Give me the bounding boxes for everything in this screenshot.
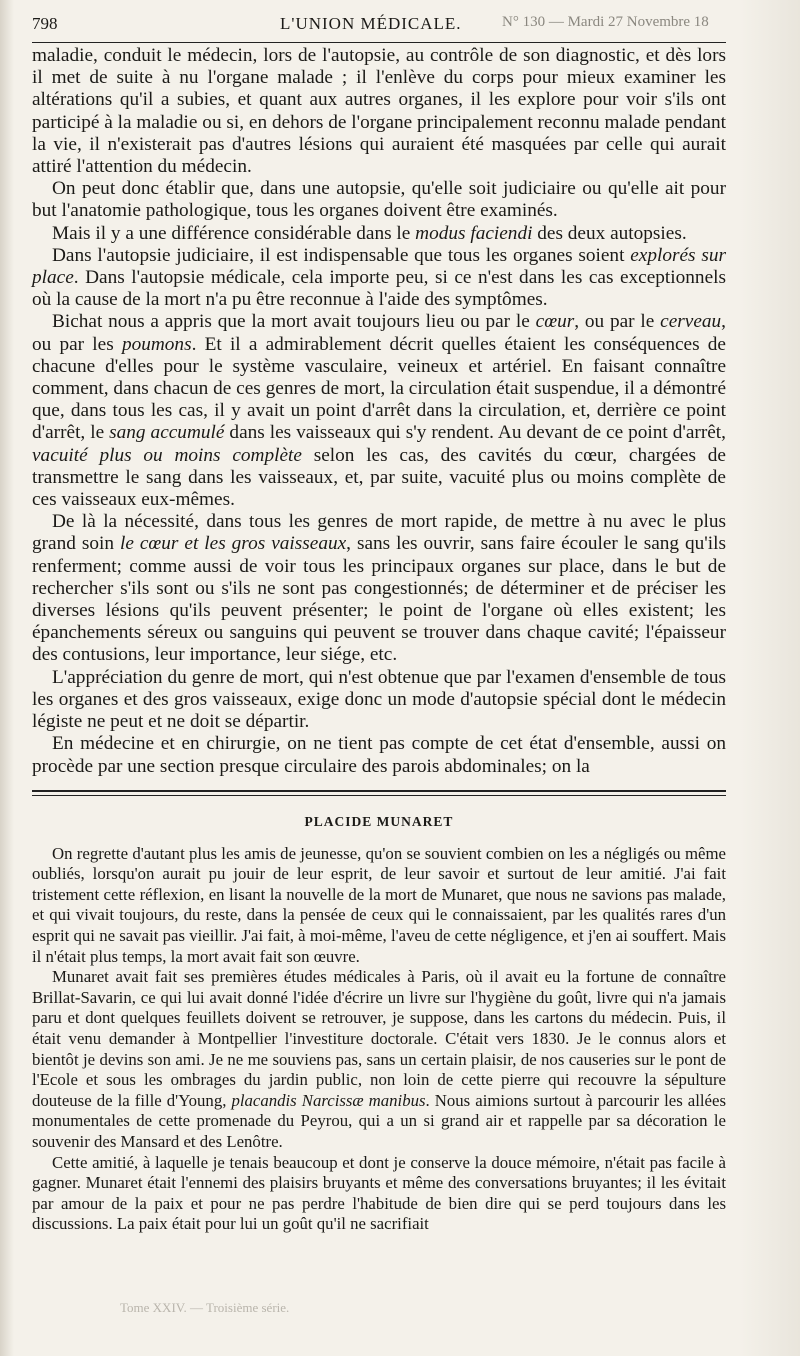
feuilleton-separator xyxy=(32,790,726,796)
bleed-through-header: N° 130 — Mardi 27 Novembre 18 xyxy=(502,14,709,30)
article-paragraph: On peut donc établir que, dans une autopsie, qu'elle soit judiciaire ou qu'elle ait pour but l'anatomie pathologique, tous les organes doivent être examinés. xyxy=(32,178,726,222)
page-edge-shadow xyxy=(740,0,800,1356)
journal-page xyxy=(32,10,726,1235)
feuilleton-paragraph: Munaret avait fait ses premières études médicales à Paris, où il avait eu la fortune de connaître Brillat-Savarin, ce qui lui avait donné l'idée d'écrire un livre sur l'hygiène du goût, livre qui n'a jamais paru et dont quelques feuillets doivent se retrouver, je suppose, dans les cartons du médecin. Puis, il était venu demander à Montpellier l'investiture doctorale. C'était vers 1830. Je le connus alors et bientôt je devins son ami. Je ne me souviens pas, sans un certain plaisir, de nos causeries sur le pont de l'Ecole et sous les ombrages du jardin public, non loin de cette pierre qui recouvre la sépulture douteuse de la fille d'Young, placandis Narcissæ manibus. Nous aimions surtout à parcourir les allées monumentales de cette promenade du Peyrou, qui a un si grand air et rappelle par sa décoration le souvenir des Mansard et des Lenôtre. xyxy=(32,967,726,1152)
article-paragraph: De là la nécessité, dans tous les genres de mort rapide, de mettre à nu avec le plus grand soin le cœur et les gros vaisseaux, sans les ouvrir, sans faire écouler le sang qu'ils renferment; comme aussi de voir tous les principaux organes sur place, dans le but de rechercher s'ils sont ou s'ils ne sont pas congestionnés; de déterminer et de préciser les diverses lésions qu'ils peuvent présenter; le point de l'organe où elles existent; les épanchements séreux ou sanguins qui peuvent se trouver dans chaque cavité; l'épaisseur des contusions, leur importance, leur siége, etc. xyxy=(32,511,726,666)
bleed-through-footer: Tome XXIV. — Troisième série. xyxy=(120,1300,290,1315)
main-article xyxy=(32,45,726,778)
feuilleton-title: PLACIDE MUNARET xyxy=(304,813,454,829)
article-paragraph: Bichat nous a appris que la mort avait toujours lieu ou par le cœur, ou par le cerveau, ou par les poumons. Et il a admirablement décrit quelles étaient les conséquences de chacune d'elles pour le système vasculaire, veineux et artériel. En faisant connaître comment, dans chacun de ces genres de mort, la circulation était suspendue, il a démontré que, dans tous les cas, il y avait un point d'arrêt dans la circulation, et, derrière ce point d'arrêt, le sang accumulé dans les vaisseaux qui s'y rendent. Au devant de ce point d'arrêt, vacuité plus ou moins complète selon les cas, des cavités du cœur, chargées de transmettre le sang dans les vaisseaux, et, par suite, vacuité plus ou moins complète de ces vaisseaux eux-mêmes. xyxy=(32,311,726,511)
article-paragraph: maladie, conduit le médecin, lors de l'autopsie, au contrôle de son diagnostic, et dès lors il met de suite à nu l'organe malade ; il l'enlève du corps pour mieux examiner les altérations qu'il a subies, et quant aux autres organes, il les explore pour voir s'ils ont participé à la maladie ou si, en dehors de l'organe principalement reconnu malade pendant la vie, il n'existerait pas d'autres lésions qui auraient été masquées par celle qui aurait attiré l'attention du médecin. xyxy=(32,45,726,178)
italic-phrase: cœur xyxy=(535,311,575,333)
italic-phrase: poumons xyxy=(121,333,192,355)
italic-phrase: le cœur et les gros vaisseaux xyxy=(119,533,347,555)
article-paragraph: Mais il y a une différence considérable dans le modus faciendi des deux autopsies. xyxy=(52,222,687,244)
italic-phrase: cerveau xyxy=(660,311,722,333)
journal-title: L'UNION MÉDICALE. xyxy=(280,14,462,33)
article-paragraph: Dans l'autopsie judiciaire, il est indispensable que tous les organes soient explorés sur place. Dans l'autopsie médicale, cela importe peu, si ce n'est dans les cas exceptionnels où la cause de la mort n'a pu être reconnue à l'aide des symptômes. xyxy=(32,244,726,311)
running-header xyxy=(32,10,726,36)
italic-phrase: vacuité plus ou moins complète xyxy=(32,444,302,466)
feuilleton xyxy=(32,814,726,1235)
page-gutter-shadow xyxy=(0,0,14,1356)
italic-phrase: explorés sur place xyxy=(32,244,726,289)
header-rule xyxy=(32,42,726,43)
feuilleton-paragraph: On regrette d'autant plus les amis de jeunesse, qu'on se souvient combien on les a négligés ou même oubliés, lorsqu'on aurait pu jouir de leur esprit, de leur savoir et surtout de leur amitié. J'ai fait tristement cette réflexion, en lisant la nouvelle de la mort de Munaret, que nous ne savions pas malade, et qui vivait toujours, du reste, dans la pensée de ceux qui le connaissaient, par les qualités rares d'un esprit qui ne savait pas vieillir. J'ai fait, à moi-même, l'aveu de cette négligence, et j'en ai souffert. Mais il n'était plus temps, la mort avait fait son œuvre. xyxy=(32,843,726,966)
article-paragraph: L'appréciation du genre de mort, qui n'est obtenue que par l'examen d'ensemble de tous les organes et des gros vaisseaux, exige donc un mode d'autopsie spécial dont le médecin légiste ne peut et ne doit se départir. xyxy=(32,666,726,733)
article-paragraph: En médecine et en chirurgie, on ne tient pas compte de cet état d'ensemble, aussi on procède par une section presque circulaire des parois abdominales; on la xyxy=(32,733,726,777)
italic-phrase: modus faciendi xyxy=(415,222,533,244)
page-number: 798 xyxy=(32,14,58,33)
italic-phrase: sang accumulé xyxy=(109,422,225,444)
italic-phrase: placandis Narcissæ manibus xyxy=(231,1090,426,1110)
feuilleton-paragraph: Cette amitié, à laquelle je tenais beaucoup et dont je conserve la douce mémoire, n'était pas facile à gagner. Munaret était l'ennemi des plaisirs bruyants et même des conversations bruyantes; il les évitait par amour de la paix et pour ne pas perdre l'habitude de bien dire qui se perd toujours dans les discussions. La paix était pour lui un goût qu'il ne sacrifiait xyxy=(32,1152,726,1234)
